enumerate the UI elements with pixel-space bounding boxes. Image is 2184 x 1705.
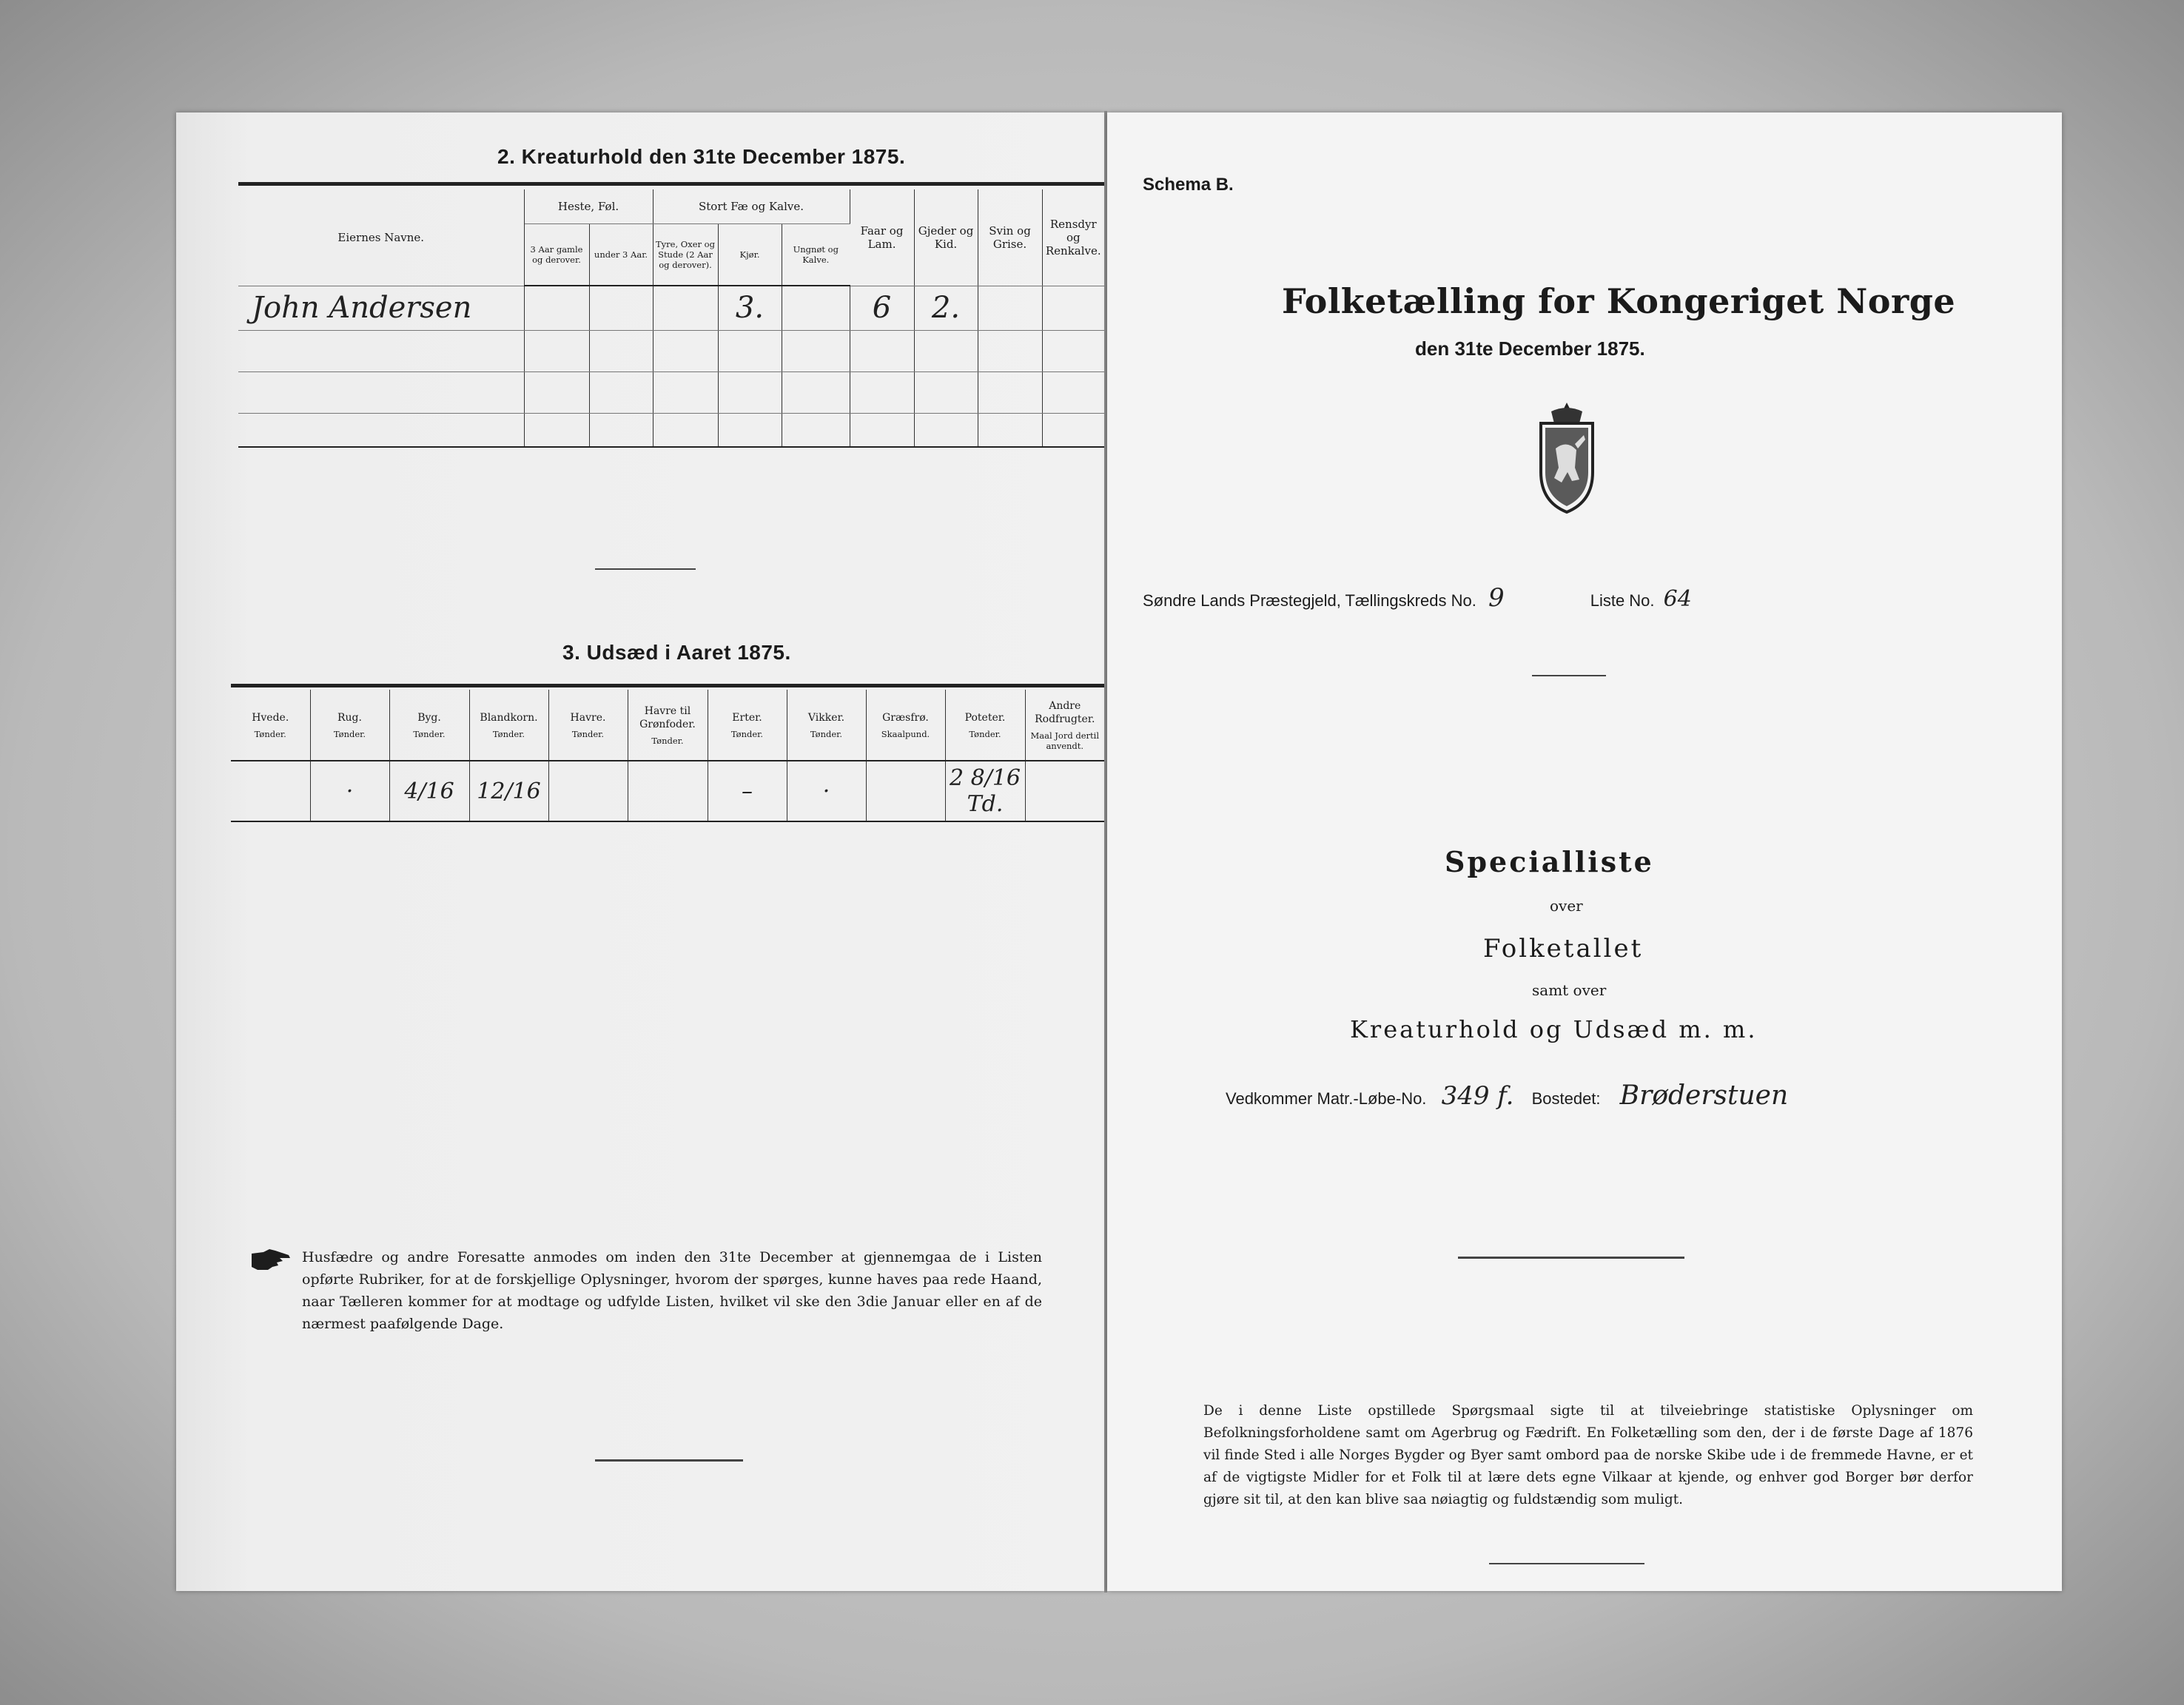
sub-tyre-header: Tyre, Oxer og Stude (2 Aar og derover). <box>653 223 718 286</box>
matr-label: Vedkommer Matr.-Løbe-No. <box>1226 1089 1427 1108</box>
sowing-col-unit: Tønder. <box>254 728 286 739</box>
liste-label: Liste No. <box>1590 591 1655 610</box>
sowing-col-unit: Skaalpund. <box>881 728 930 739</box>
kreds-value: 9 <box>1488 583 1505 613</box>
col-svin-header: Svin og Grise. <box>978 189 1042 286</box>
table-row <box>238 413 1104 447</box>
footer-text: De i denne Liste opstillede Spørgsmaal sigte til at tilveiebringe statistiske Oplysninger om Befolkningsforholdene samt om Agerbrug og Fædrift. En Folketælling som den, der i de første Dage af 1876 vil finde Sted i alle Norges Bygder og Byer samt ombord paa de norske Skibe ude i de fremmede Havne, er et af de vigtigste Midler for et Folk til at lære dets egne Vilkaar at kjende, og enhver god Borger bør derfor gjøre sit til, at den kan blive saa nøiagtig og fuldstændig som muligt. <box>1203 1403 1973 1507</box>
sowing-col-name: Havre. <box>570 711 606 724</box>
sowing-col-unit: Tønder. <box>333 728 366 739</box>
schema-label: Schema B. <box>1143 175 1234 195</box>
erter-value: – <box>708 761 787 821</box>
divider <box>1489 1563 1644 1564</box>
divider <box>1458 1257 1684 1259</box>
sowing-col-header <box>787 690 866 761</box>
col-faar-header: Faar og Lam. <box>850 189 914 286</box>
right-page <box>1107 112 2062 1591</box>
section3-top-rule <box>231 684 1104 687</box>
sowing-col-name: Havre til Grønfoder. <box>639 704 696 730</box>
sowing-col-name: Rug. <box>337 711 362 724</box>
sowing-col-header <box>945 690 1025 761</box>
folketallet-heading: Folketallet <box>1483 934 1644 964</box>
sowing-col-header <box>548 690 628 761</box>
sowing-col-unit: Tønder. <box>810 728 843 739</box>
col-heste-header: Heste, Føl. <box>524 189 653 223</box>
sowing-col-name: Erter. <box>732 711 762 724</box>
sowing-col-name: Hvede. <box>252 711 289 724</box>
bosted-value: Brøderstuen <box>1619 1080 1789 1111</box>
matr-line <box>1226 1080 1788 1111</box>
blandkorn-value: 12/16 <box>469 761 548 821</box>
sowing-col-unit: Tønder. <box>492 728 525 739</box>
sub-under3-header: under 3 Aar. <box>589 223 653 286</box>
table-row <box>238 371 1104 413</box>
table-row <box>231 761 1104 821</box>
left-page <box>176 112 1104 1591</box>
parish-prefix: Søndre Lands Præstegjeld, Tællingskreds No. <box>1143 591 1476 610</box>
byg-value: 4/16 <box>389 761 469 821</box>
kjor-value: 3. <box>718 286 782 330</box>
sowing-col-header <box>1025 690 1104 761</box>
faar-value: 6 <box>850 286 914 330</box>
sowing-col-unit: Tønder. <box>571 728 605 739</box>
samt-over-text: samt over <box>1532 981 1607 999</box>
section2-heading: 2. Kreaturhold den 31te December 1875. <box>497 145 906 168</box>
col-stort-header: Stort Fæ og Kalve. <box>653 189 850 223</box>
sub-3aar-header: 3 Aar gamle og derover. <box>524 223 589 286</box>
specialliste-heading: Specialliste <box>1445 845 1654 878</box>
col-rensdyr-header: Rensdyr og Renkalve. <box>1042 189 1104 286</box>
sowing-col-unit: Tønder. <box>413 728 446 739</box>
liste-value: 64 <box>1663 586 1692 612</box>
sowing-col-unit: Tønder. <box>730 728 764 739</box>
table-row <box>238 330 1104 371</box>
sowing-col-header <box>310 690 389 761</box>
sowing-col-name: Poteter. <box>964 711 1006 724</box>
sowing-col-header <box>628 690 708 761</box>
sowing-col-header <box>389 690 469 761</box>
sub-ungnot-header: Ungnøt og Kalve. <box>782 223 850 286</box>
title-date: den 31te December 1875. <box>1415 337 1645 360</box>
parish-line <box>1143 583 1692 613</box>
matr-value: 349 f. <box>1441 1081 1514 1111</box>
section3-heading: 3. Udsæd i Aaret 1875. <box>562 641 791 664</box>
sowing-col-name: Vikker. <box>807 711 845 724</box>
owner-name: John Andersen <box>238 286 524 330</box>
main-title: Folketælling for Kongeriget Norge <box>1282 281 1956 321</box>
sowing-col-name: Blandkorn. <box>480 711 538 724</box>
poteter-value: 2 8/16 Td. <box>945 761 1025 821</box>
section2-top-rule <box>238 182 1104 186</box>
sowing-col-name: Andre Rodfrugter. <box>1035 699 1095 725</box>
sub-kjor-header: Kjør. <box>718 223 782 286</box>
livestock-table <box>238 189 1104 448</box>
rug-value: · <box>310 761 389 821</box>
over-text: over <box>1550 897 1583 915</box>
table-row <box>238 286 1104 330</box>
sowing-table <box>231 690 1104 822</box>
sowing-col-unit: Maal Jord dertil anvendt. <box>1030 730 1099 751</box>
sowing-col-unit: Tønder. <box>651 735 684 746</box>
vikker-value: · <box>787 761 866 821</box>
pointing-hand-icon <box>250 1248 292 1273</box>
divider <box>595 1459 743 1462</box>
notice-text: Husfædre og andre Foresatte anmodes om inden den 31te December at gjennemgaa de i Listen opførte Rubriker, for at de forskjellige Oplysninger, hvorom der spørges, kunne haves paa rede Haand, naar Tælleren kommer for at modtage og udfylde Listen, hvilket vil ske den 3die Januar eller en af de nærmest paafølgende Dage. <box>302 1249 1042 1332</box>
sowing-col-header <box>708 690 787 761</box>
sowing-col-unit: Tønder. <box>969 728 1001 739</box>
sowing-col-header <box>469 690 548 761</box>
divider <box>595 568 696 570</box>
gjeder-value: 2. <box>914 286 978 330</box>
divider <box>1532 675 1606 676</box>
col-owner-header: Eiernes Navne. <box>238 189 524 286</box>
bosted-label: Bostedet: <box>1531 1089 1601 1108</box>
sowing-col-name: Byg. <box>417 711 441 724</box>
col-gjeder-header: Gjeder og Kid. <box>914 189 978 286</box>
sowing-col-name: Græsfrø. <box>882 711 929 724</box>
sowing-col-header <box>231 690 310 761</box>
kreaturhold-heading: Kreaturhold og Udsæd m. m. <box>1350 1015 1758 1043</box>
sowing-col-header <box>866 690 945 761</box>
coat-of-arms-icon <box>1526 401 1607 514</box>
